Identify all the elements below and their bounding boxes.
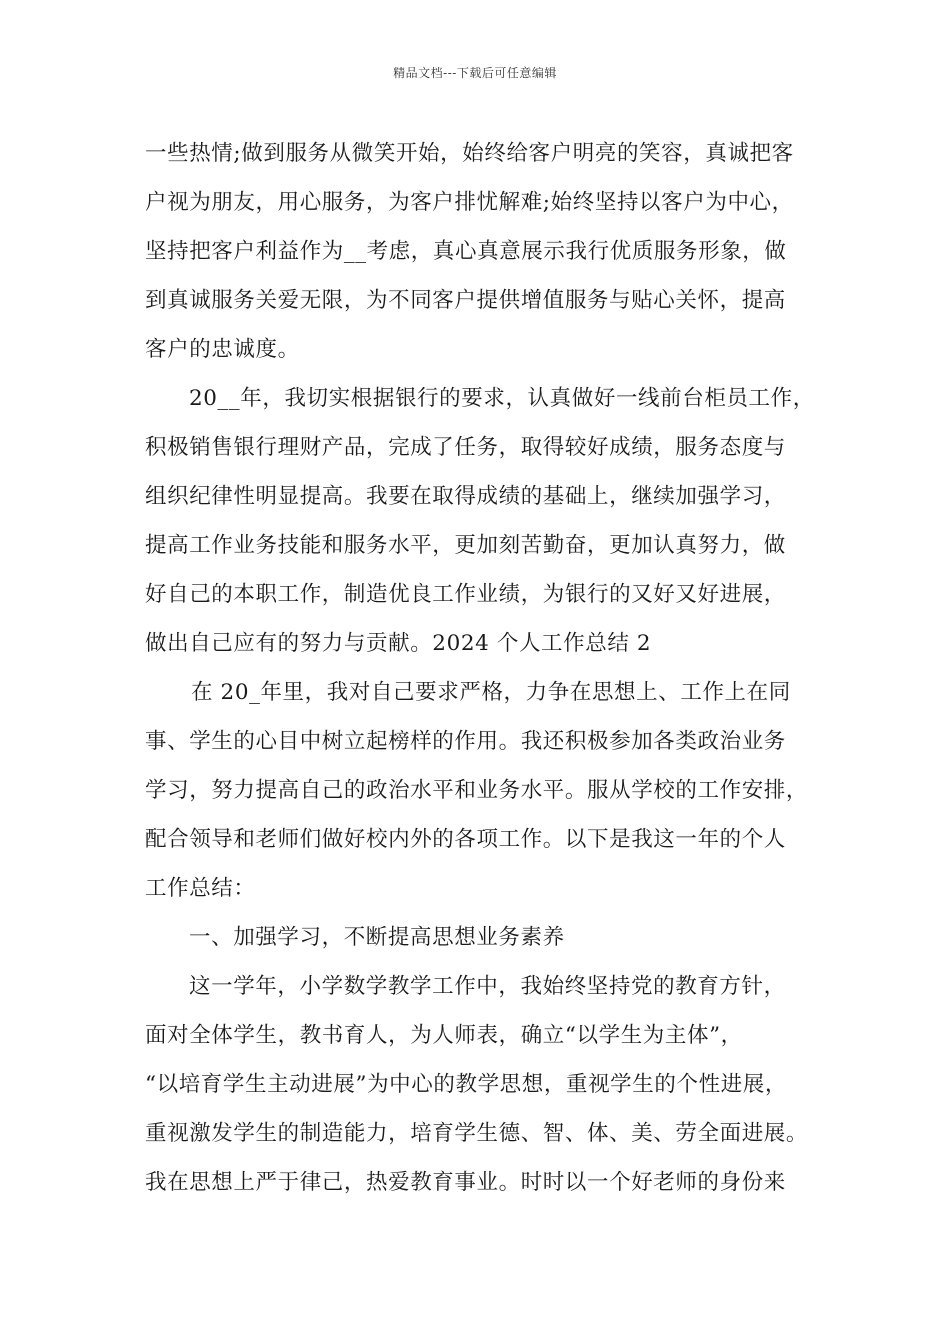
paragraph-first-line: 20__年，我切实根据银行的要求，认真做好一线前台柜员工作，	[189, 386, 815, 411]
text-line: 户视为朋友，用心服务，为客户排忧解难;始终坚持以客户为中心，	[145, 190, 794, 215]
text-line: 我在思想上严于律己，热爱教育事业。时时以一个好老师的身份来	[145, 1170, 786, 1195]
section-heading: 一、加强学习，不断提高思想业务素养	[189, 925, 565, 950]
text-line: 组织纪律性明显提高。我要在取得成绩的基础上，继续加强学习，	[145, 484, 786, 509]
text-line: 工作总结：	[145, 876, 256, 901]
paragraph-first-line: 这一学年，小学数学教学工作中，我始终坚持党的教育方针，	[189, 974, 786, 999]
text-line: 学习，努力提高自己的政治水平和业务水平。服从学校的工作安排，	[145, 778, 809, 803]
text-line: 坚持把客户利益作为__考虑，真心真意展示我行优质服务形象，做	[145, 239, 787, 264]
document-body	[145, 129, 825, 1207]
paragraph-first-line: 在 20_年里，我对自己要求严格，力争在思想上、工作上在同	[191, 680, 791, 705]
text-line: 积极销售银行理财产品，完成了任务，取得较好成绩，服务态度与	[145, 435, 786, 460]
text-line: 重视激发学生的制造能力，培育学生德、智、体、美、劳全面进展。	[145, 1121, 809, 1146]
text-line: 提高工作业务技能和服务水平，更加刻苦勤奋，更加认真努力，做	[145, 533, 786, 558]
text-line: 一些热情;做到服务从微笑开始，始终给客户明亮的笑容，真诚把客	[145, 141, 794, 166]
text-line: 面对全体学生，教书育人，为人师表，确立“以学生为主体”，	[145, 1023, 743, 1048]
text-line: 好自己的本职工作，制造优良工作业绩，为银行的又好又好进展，	[145, 582, 786, 607]
page-header: 精品文档---下载后可任意编辑	[393, 66, 557, 80]
text-line: 配合领导和老师们做好校内外的各项工作。以下是我这一年的个人	[145, 827, 786, 852]
text-line: 事、学生的心目中树立起榜样的作用。我还积极参加各类政治业务	[145, 729, 786, 754]
text-line: 做出自己应有的努力与贡献。2024 个人工作总结 2	[145, 631, 652, 656]
text-line: 到真诚服务关爱无限，为不同客户提供增值服务与贴心关怀，提高	[145, 288, 786, 313]
text-line: 客户的忠诚度。	[145, 337, 300, 362]
text-line: “以培育学生主动进展”为中心的教学思想，重视学生的个性进展，	[145, 1072, 787, 1097]
